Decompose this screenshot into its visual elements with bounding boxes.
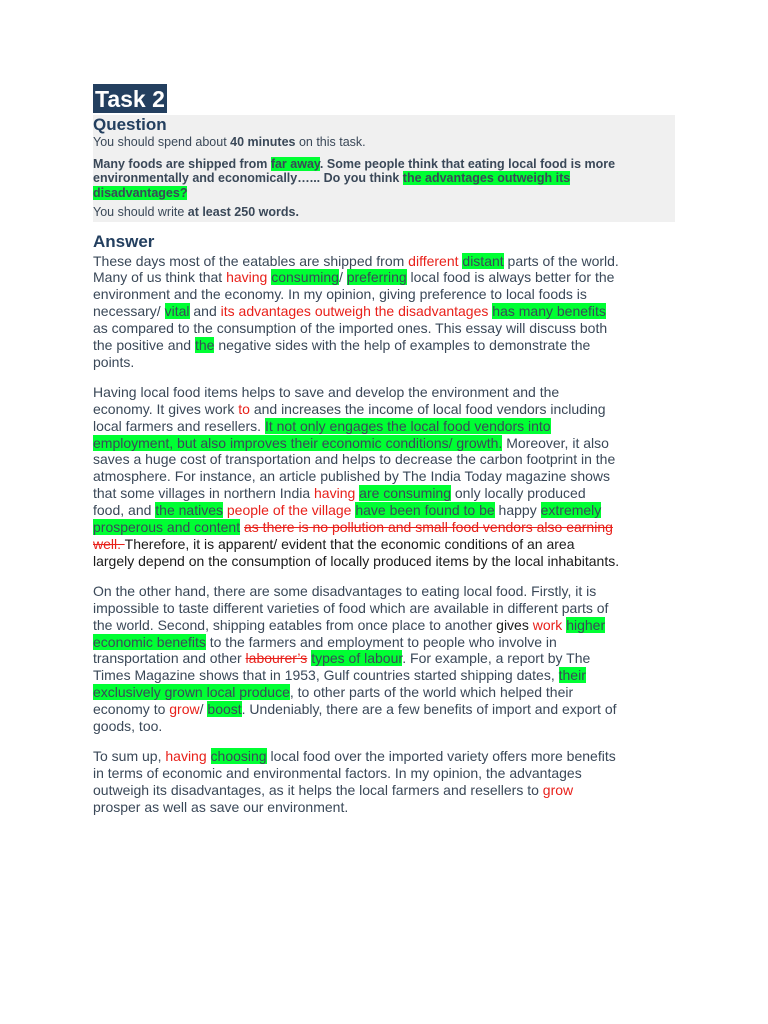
answer-paragraph-3: On the other hand, there are some disadvantages to eating local food. Firstly, it is impossible to taste different varieties of food which are available in different parts of the world. Second, shipping eatables from once place to another gives work higher economic benefits to the farmers and employment to people who involve in transportation and other labourer’s types of labour. For example, a report by The Times Magazine shows that in 1953, Gulf countries started shipping dates, their exclusively grown local produce, to other parts of the world which helped their economy to grow/ boost. Undeniably, there are a few benefits of import and export of goods, too. [93,582,617,735]
answer-paragraph-1: These days most of the eatables are shipped from different distant parts of the world. Many of us think that having consuming/ preferring local food is always better for the environment and the economy. In my opinion, giving preference to local foods is necessary/ vital and its advantages outweigh the disadvantages has many benefits as compared to the consumption of the imported ones. This essay will discuss both the positive and the negative sides with the help of examples to demonstrate the points. [93,252,619,370]
answer-heading: Answer [93,231,155,251]
question-prompt: Many foods are shipped from far away. Some people think that eating local food is more environmentally and economically…... Do you think the advantages outweigh its disadvantages? [93,156,616,200]
question-instruction: You should spend about 40 minutes on this task. [93,135,366,149]
document-page [93,84,675,829]
question-box [93,115,675,222]
answer-paragraph-2: Having local food items helps to save and develop the environment and the economy. It gives work to and increases the income of local food vendors including local farmers and resellers. It not only engages the local food vendors into employment, but also improves their economic conditions/ growth. Moreover, it also saves a huge cost of transportation and helps to decrease the carbon footprint in the atmosphere. For instance, an article published by The India Today magazine shows that some villages in northern India having are consuming only locally produced food, and the natives people of the village have been found to be happy extremely prosperous and content as there is no pollution and small food vendors also earning well. Therefore, it is apparent/ evident that the economic conditions of an area largely depend on the consumption of locally produced items by the local inhabitants. [93,383,620,569]
question-heading: Question [93,115,167,134]
task-title: Task 2 [95,86,165,112]
answer-paragraph-4: To sum up, having choosing local food over the imported variety offers more benefits in terms of economic and environmental factors. In my opinion, the advantages outweigh its disadvantages, as it helps the local farmers and resellers to grow prosper as well as save our environment. [93,747,616,815]
question-word-requirement: You should write at least 250 words. [93,205,299,219]
